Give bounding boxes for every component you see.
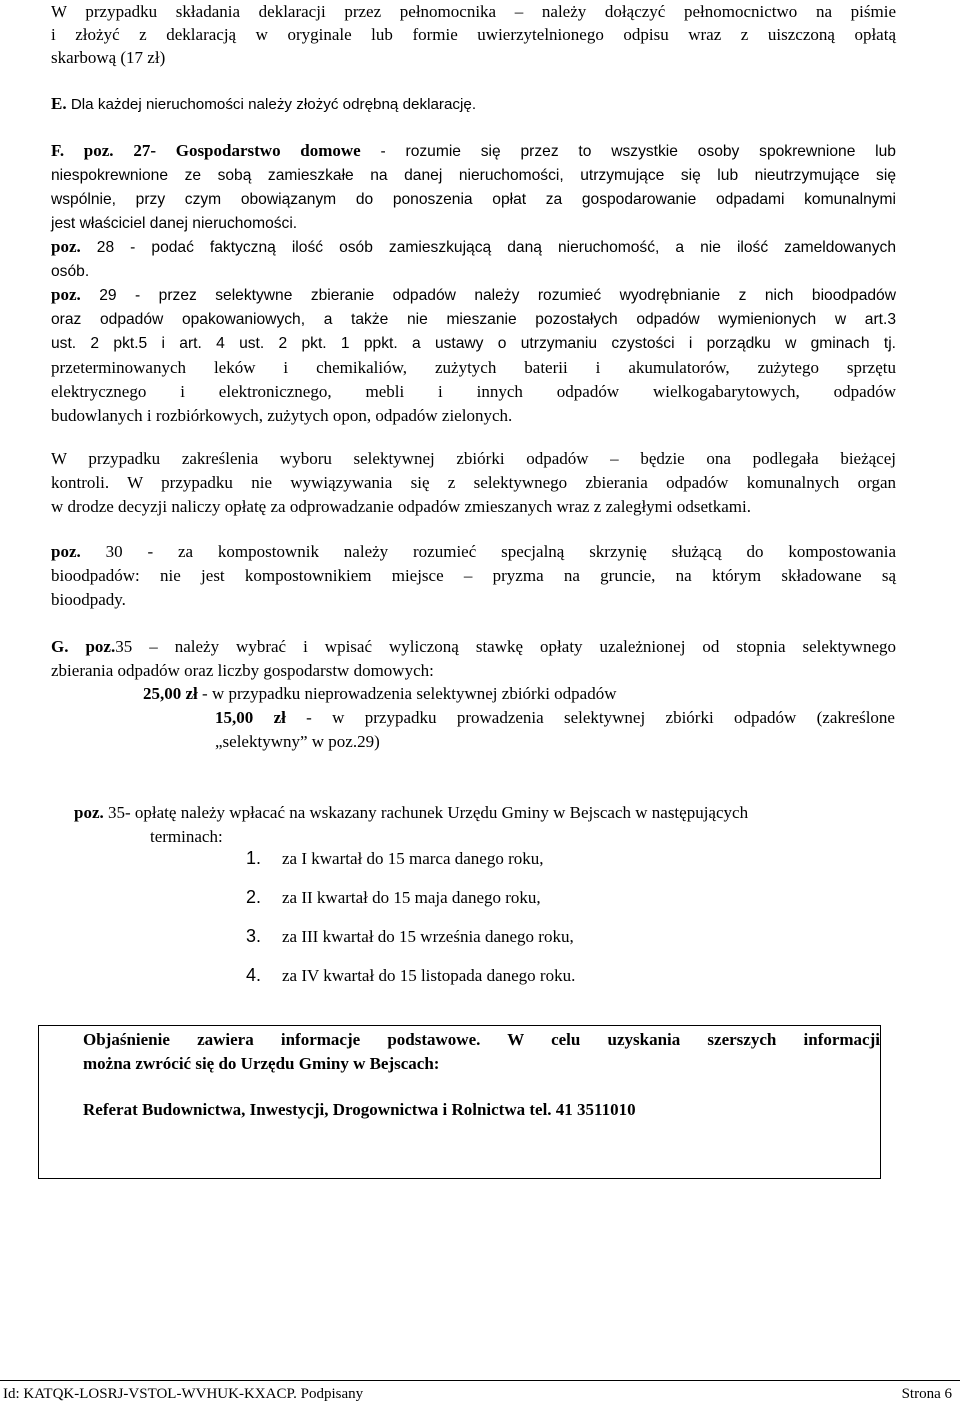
poz-label: poz.	[51, 237, 81, 256]
text-line: w drodze decyzji naliczy opłatę za odprowadzanie odpadów zmieszanych wraz z zaległymi odsetkami.	[51, 497, 752, 516]
text-line: jest właściciel danej nieruchomości.	[51, 215, 298, 232]
section-g-lead: G. poz.	[51, 637, 116, 656]
text-line: oraz odpadów opakowaniowych, a także nie mieszanie pozostałych odpadów wymienionych w art.3	[51, 311, 896, 328]
info-box-line: można zwrócić się do Urzędu Gminy w Bejscach:	[83, 1054, 440, 1073]
document-id: Id: KATQK-LOSRJ-VSTOL-WVHUK-KXACP. Podpisany	[3, 1386, 364, 1402]
text-line: niespokrewnione ze sobą zamieszkałe na danej nieruchomości, utrzymujące się lub nieutrzymujące się	[51, 167, 896, 184]
text-line: 29 - przez selektywne zbieranie odpadów należy rozumieć wyodrębnianie z nich bioodpadów	[99, 287, 896, 304]
list-item	[246, 848, 544, 869]
rate-amount: 25,00 zł	[143, 684, 198, 703]
list-text: za IV kwartał do 15 listopada danego roku.	[282, 966, 576, 985]
poz-30	[51, 540, 896, 612]
section-f-lead: F. poz.	[51, 141, 114, 160]
section-e-label: E.	[51, 94, 67, 113]
text-line: 35 – należy wybrać i wpisać wyliczoną stawkę opłaty uzależnionej od stopnia selektywnego	[115, 637, 896, 656]
section-f	[51, 139, 896, 236]
footer-divider	[0, 1380, 960, 1381]
list-number: 2.	[246, 887, 262, 907]
text-line: przeterminowanych leków i chemikaliów, zużytych baterii i akumulatorów, zużytego sprzętu	[51, 358, 896, 377]
list-item	[246, 965, 575, 986]
poz-label: poz.	[74, 803, 104, 822]
rate-text: - w przypadku prowadzenia selektywnej zbiórki odpadów (zakreślone	[306, 708, 895, 727]
rate-amount: 15,00 zł	[215, 708, 286, 727]
text-line: 35- opłatę należy wpłacać na wskazany rachunek Urzędu Gminy w Bejscach w następujących	[108, 803, 749, 822]
rate-text: - w przypadku nieprowadzenia selektywnej zbiórki odpadów	[202, 684, 617, 703]
list-number: 4.	[246, 965, 262, 985]
list-number: 1.	[246, 848, 262, 868]
list-text: za I kwartał do 15 marca danego roku,	[282, 849, 544, 868]
text-line: 30 - za kompostownik należy rozumieć specjalną skrzynię służącą do kompostowania	[105, 542, 897, 561]
list-text: za II kwartał do 15 maja danego roku,	[282, 888, 541, 907]
info-box-line: Objaśnienie zawiera informacje podstawowe. W celu uzyskania szerszych informacji	[83, 1030, 880, 1049]
text-line: „selektywny” w poz.29)	[215, 732, 380, 751]
text-line: ust. 2 pkt.5 i art. 4 ust. 2 pkt. 1 ppkt. a ustawy o utrzymaniu czystości i porządku w gminach tj.	[51, 335, 896, 352]
text-line: - rozumie się przez to wszystkie osoby spokrewnione lub	[380, 143, 896, 160]
text-line: skarbową (17 zł)	[51, 48, 166, 67]
poz-29	[51, 283, 896, 428]
rate-option-25	[143, 682, 903, 706]
text-line: bioodpadów: nie jest kompostownikiem miejsce – pryzma na gruncie, na którym składowane są	[51, 566, 896, 585]
text-line: W przypadku składania deklaracji przez pełnomocnika – należy dołączyć pełnomocnictwo na piśmie	[51, 2, 896, 21]
text-line: kontroli. W przypadku nie wywiązywania się z selektywnego zbierania odpadów komunalnych organ	[51, 473, 896, 492]
page-number: Strona 6	[901, 1386, 952, 1402]
text-line: W przypadku zakreślenia wyboru selektywnej zbiórki odpadów – będzie ona podlegała bieżącej	[51, 449, 896, 468]
text-line: zbierania odpadów oraz liczby gospodarstw domowych:	[51, 661, 434, 680]
poz-label: poz.	[51, 542, 81, 561]
section-f-term: 27- Gospodarstwo domowe	[133, 141, 361, 160]
info-box-contact: Referat Budownictwa, Inwestycji, Drogownictwa i Rolnictwa tel. 41 3511010	[83, 1100, 636, 1119]
poz-label: poz.	[51, 285, 81, 304]
list-text: za III kwartał do 15 września danego roku,	[282, 927, 574, 946]
selective-note	[51, 447, 896, 519]
section-e-text: Dla każdej nieruchomości należy złożyć odrębną deklarację.	[70, 96, 477, 113]
list-number: 3.	[246, 926, 262, 946]
section-g	[51, 635, 896, 683]
poz-35-payment	[74, 801, 896, 849]
text-line: wspólnie, przy czym obowiązanym do ponoszenia opłat za gospodarowanie odpadami komunalnymi	[51, 191, 896, 208]
list-item	[246, 926, 574, 947]
text-line: budowlanych i rozbiórkowych, zużytych opon, odpadów zielonych.	[51, 406, 513, 425]
text-line: elektrycznego i elektronicznego, mebli i innych odpadów wielkogabarytowych, odpadów	[51, 382, 896, 401]
poz-28	[51, 235, 896, 284]
authorization-paragraph	[51, 0, 896, 69]
rate-option-15	[215, 706, 895, 754]
text-line: bioodpady.	[51, 590, 126, 609]
text-line: osób.	[51, 263, 90, 280]
text-line: 28 - podać faktyczną ilość osób zamieszkującą daną nieruchomość, a nie ilość zameldowanych	[96, 239, 896, 256]
list-item	[246, 887, 541, 908]
info-box	[38, 1025, 881, 1179]
section-e	[51, 92, 896, 116]
text-line: terminach:	[150, 827, 223, 846]
text-line: i złożyć z deklaracją w oryginale lub formie uwierzytelnionego odpisu wraz z uiszczoną opłatą	[51, 25, 896, 44]
